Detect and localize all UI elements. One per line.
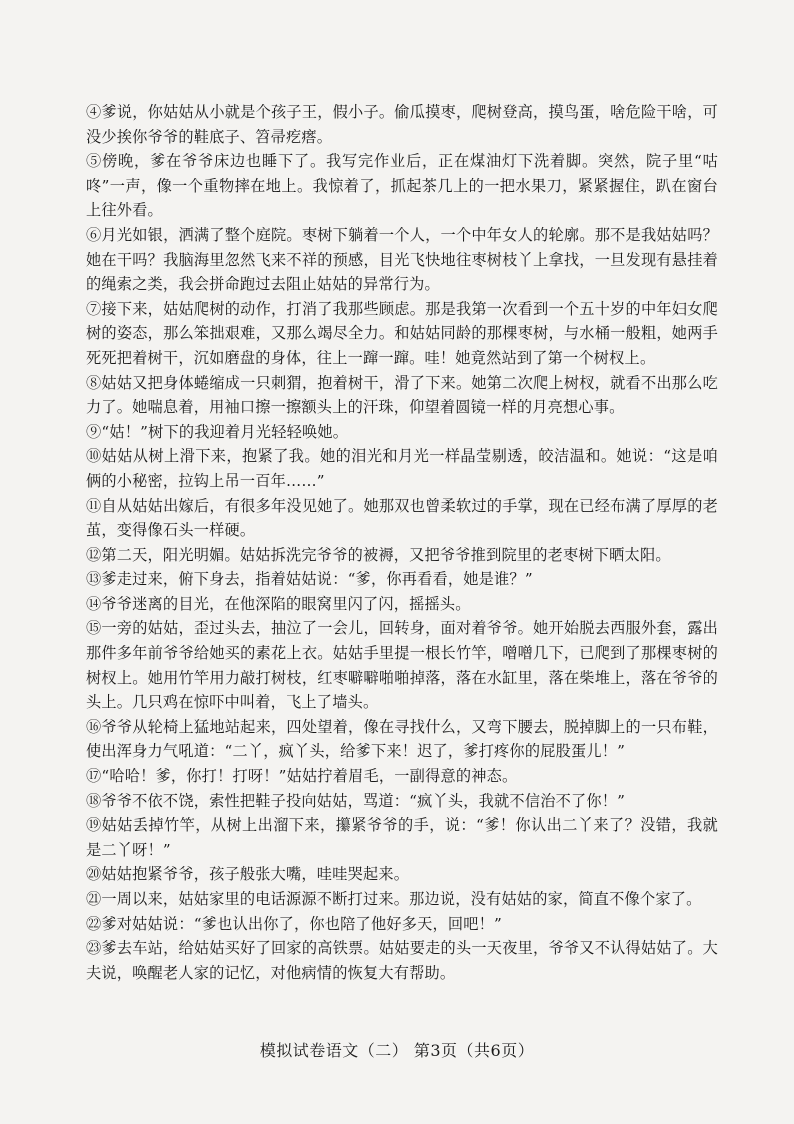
paragraph-8: ⑧姑姑又把身体蜷缩成一只刺猬，抱着树干，滑了下来。她第二次爬上树杈，就看不出那么吃力了。她喘息着，用袖口擦一擦额头上的汗珠，仰望着圆镜一样的月亮想心事。 [86,373,718,417]
paragraph-6: ⑥月光如银，洒满了整个庭院。枣树下躺着一个人，一个中年女人的轮廓。那不是我姑姑吗？她在干吗？我脑海里忽然飞来不祥的预感，目光飞快地往枣树枝丫上拿找，一旦发现有悬挂着的绳索之类，我会拼命跑过去阻止姑姑的异常行为。 [86,225,718,294]
paragraph-21: ㉑一周以来，姑姑家里的电话源源不断打过来。那边说，没有姑姑的家，简直不像个家了。 [86,890,702,908]
paragraph-17: ⑰“哈哈！爹，你打！打呀！”姑姑拧着眉毛，一副得意的神态。 [86,767,518,786]
paragraph-9: ⑨“姑！”树下的我迎着月光轻轻唤她。 [86,422,349,441]
paragraph-22: ㉒爹对姑姑说：“爹也认出你了，你也陪了他好多天，回吧！” [86,914,503,933]
paragraph-19: ⑲姑姑丢掉竹竿，从树上出溜下来，攥紧爷爷的手，说：“爹！你认出二丫来了？没错，我就是二丫呀！” [86,816,718,859]
paragraph-20: ⑳姑姑抱紧爷爷，孩子般张大嘴，哇哇哭起来。 [86,865,410,884]
article-body [86,100,718,985]
paragraph-11: ⑪自从姑姑出嫁后，有很多年没见她了。她那双也曾柔软过的手掌，现在已经布满了厚厚的老茧，变得像石头一样硬。 [86,496,718,540]
paragraph-15: ⑮一旁的姑姑，歪过头去，抽泣了一会儿，回转身，面对着爷爷。她开始脱去西服外套，露出那件多年前爷爷给她买的素花上衣。姑姑手里提一根长竹竿，噌噌几下，已爬到了那棵枣树的树杈上。她用竹竿用力敲打树枝，红枣噼噼啪啪掉落，落在水缸里，落在柴堆上，落在爷爷的头上。几只鸡在惊吓中叫着，飞上了墙头。 [86,619,718,712]
paragraph-4: ④爹说，你姑姑从小就是个孩子王，假小子。偷瓜摸枣，爬树登高，摸鸟蛋，啥危险干啥，可没少挨你爷爷的鞋底子、笤帚疙瘩。 [86,103,718,146]
paragraph-14: ⑭爷爷迷离的目光，在他深陷的眼窝里闪了闪，摇摇头。 [86,594,471,613]
paragraph-23: ㉓爹去车站，给姑姑买好了回家的高铁票。姑姑要走的头一天夜里，爷爷又不认得姑姑了。大夫说，唤醒老人家的记忆，对他病情的恢复大有帮助。 [86,939,718,982]
paragraph-10: ⑩姑姑从树上滑下来，抱紧了我。她的泪光和月光一样晶莹剔透，皎洁温和。她说：“这是咱俩的小秘密，拉钩上吊一百年……” [86,447,718,490]
paragraph-13: ⑬爹走过来，俯下身去，指着姑姑说：“爹，你再看看，她是谁？” [86,570,533,589]
paragraph-12: ⑫第二天，阳光明媚。姑姑拆洗完爷爷的被褥，又把爷爷推到院里的老枣树下晒太阳。 [86,545,671,564]
paragraph-7: ⑦接下来，姑姑爬树的动作，打消了我那些顾虑。那是我第一次看到一个五十岁的中年妇女爬树的姿态，那么笨拙艰难，又那么竭尽全力。和姑姑同龄的那棵枣树，与水桶一般粗，她两手死死把着树干，沉如磨盘的身体，往上一蹿一蹿。哇！她竟然站到了第一个树杈上。 [86,299,718,367]
paragraph-18: ⑱爷爷不依不饶，索性把鞋子投向姑姑，骂道：“疯丫头，我就不信治不了你！” [86,791,626,810]
paragraph-5: ⑤傍晚，爹在爷爷床边也睡下了。我写完作业后，正在煤油灯下洗着脚。突然，院子里“咕咚”一声，像一个重物摔在地上。我惊着了，抓起茶几上的一把水果刀，紧紧握住，趴在窗台上往外看。 [86,152,718,220]
page-footer: 模拟试卷语文（二） 第3页（共6页） [259,1041,535,1060]
paragraph-16: ⑯爷爷从轮椅上猛地站起来，四处望着，像在寻找什么，又弯下腰去，脱掉脚上的一只布鞋，使出浑身力气吼道：“二丫，疯丫头，给爹下来！迟了，爹打疼你的屁股蛋儿！” [86,717,718,761]
